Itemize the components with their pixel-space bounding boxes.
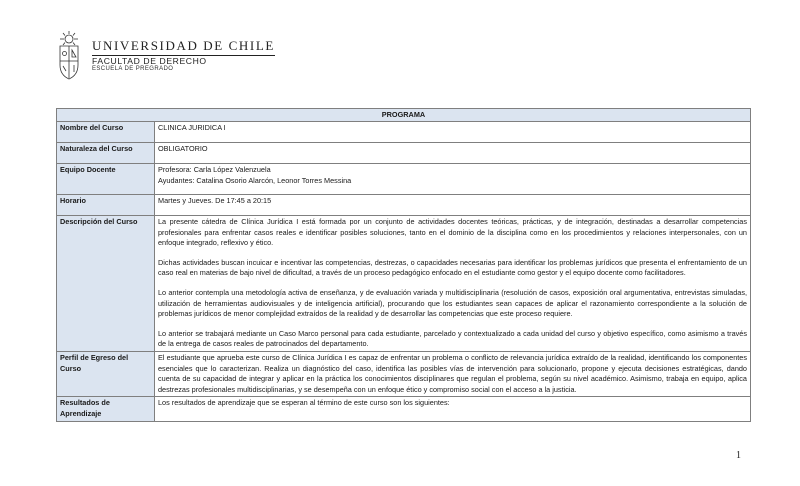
faculty-name: FACULTAD DE DERECHO — [92, 55, 275, 67]
university-logo — [54, 30, 275, 82]
description-paragraph: Lo anterior contempla una metodología activa de enseñanza, y de evaluación variada y multidisciplinaria (resolución de casos, exposición oral argumentativa, entrevistas simuladas, utilización de herramientas audiovisuales y de inteligencia artificial), procurando que los estudiantes sean capaces de aplicar el razonamiento correspondiente a la solución de problemas jurídicos de menor complejidad extraídos de la realidad y de desarrollar las competencias que este proceso requiere. — [158, 287, 747, 319]
description-paragraph: Dichas actividades buscan incuicar e incentivar las competencias, destrezas, o capacidades necesarias para identificar los problemas jurídicos que presenta el enfrentamiento de un caso real en materias de bajo nivel de dificultad, a través de un proceso pedagógico enfocado en el estudiante como gestor y el equipo docente como facilitadores. — [158, 257, 747, 278]
program-table — [56, 108, 751, 422]
description-paragraph: La presente cátedra de Clínica Jurídica I está formada por un conjunto de actividades docentes teóricas, prácticas, y de integración, destinadas a desarrollar competencias profesionales para enfrentar casos reales e identificar posibles soluciones, tanto en el dominio de la disciplina como en los procedimientos y relaciones interpersonales, con un enfoque integrado, reflexivo y ético. — [158, 217, 747, 248]
description-paragraph: Lo anterior se trabajará mediante un Caso Marco personal para cada estudiante, parcelado y contextualizado a cada unidad del curso y objetivo específico, como asimismo a través de la entrega de casos reales de patrocinados del departamento. — [158, 328, 747, 349]
course-description — [155, 216, 751, 352]
program-header-row — [57, 109, 751, 122]
row-label: Nombre del Curso — [57, 122, 155, 143]
course-nature: OBLIGATORIO — [155, 143, 751, 164]
learning-outcomes: Los resultados de aprendizaje que se esperan al término de este curso son los siguientes: — [155, 397, 751, 421]
university-emblem-icon — [54, 31, 84, 81]
page-number: 1 — [736, 450, 741, 461]
university-name: UNIVERSIDAD DE CHILE — [92, 37, 275, 53]
row-label: Horario — [57, 195, 155, 216]
graduate-profile — [155, 351, 751, 396]
professor-line: Profesora: Carla López Valenzuela — [158, 165, 271, 174]
row-label: Equipo Docente — [57, 164, 155, 195]
table-row — [57, 397, 751, 421]
program-title: PROGRAMA — [57, 109, 751, 122]
table-row — [57, 195, 751, 216]
schedule: Martes y Jueves. De 17:45 a 20:15 — [155, 195, 751, 216]
row-label: Perfil de Egreso del Curso — [57, 351, 155, 396]
table-row — [57, 216, 751, 352]
course-name: CLINICA JURIDICA I — [155, 122, 751, 143]
school-name: ESCUELA DE PREGRADO — [92, 66, 174, 73]
assistants-line: Ayudantes: Catalina Osorio Alarcón, Leonor Torres Messina — [158, 175, 352, 185]
teaching-team — [155, 164, 751, 195]
row-label: Naturaleza del Curso — [57, 143, 155, 164]
table-row — [57, 122, 751, 143]
table-row — [57, 143, 751, 164]
row-label: Resultados de Aprendizaje — [57, 397, 155, 421]
profile-paragraph: El estudiante que aprueba este curso de Clínica Jurídica I es capaz de enfrentar un problema o conflicto de relevancia jurídica extraído de la realidad, identificando los componentes esenciales que lo caracterizan. Realiza un diagnóstico del caso, identifica las posibles vías de intervención para solucionarlo, propone y ejecuta decisiones estratégicas, dando cuenta de su capacidad de integrar y aplicar en la práctica los conocimientos disciplinares que regulan el problema, según su nivel académico. Asimismo, trabaja en equipo, aplica destrezas profesionales multidisciplinarias, y se desempeña con un enfoque ético y compromiso social con el acceso a la justicia. — [158, 352, 747, 394]
table-row — [57, 164, 751, 195]
table-row — [57, 351, 751, 396]
row-label: Descripción del Curso — [57, 216, 155, 352]
